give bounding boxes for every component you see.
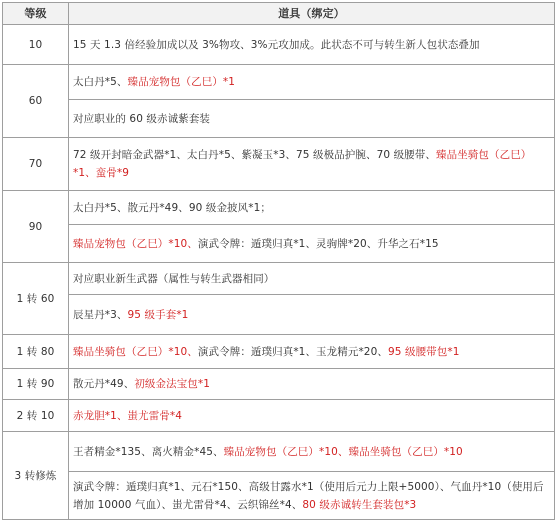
table-row xyxy=(3,432,555,472)
item-cell xyxy=(69,25,555,65)
item-cell xyxy=(69,335,555,369)
item-highlight-text: 臻品宠物包（乙巳）*1 xyxy=(127,76,236,88)
item-cell xyxy=(69,65,555,100)
item-highlight-text: 臻品坐骑包（乙巳）*1、蛮骨*9 xyxy=(73,149,532,179)
table-header-row xyxy=(3,3,555,25)
table-row xyxy=(3,225,555,263)
reward-table xyxy=(2,2,555,520)
item-cell xyxy=(69,369,555,400)
item-highlight-text: 80 级赤诚转生套装包*3 xyxy=(302,498,417,511)
item-text: 散元丹*49、 xyxy=(73,378,135,390)
item-text: 辰星丹*3、 xyxy=(73,308,128,321)
level-cell: 90 xyxy=(3,191,69,263)
level-cell: 70 xyxy=(3,138,69,191)
item-text: 太白丹*5、 xyxy=(73,76,128,88)
item-highlight-text: 臻品宠物包（乙巳）*10、臻品坐骑包（乙巳）*10 xyxy=(223,445,463,458)
table-row xyxy=(3,263,555,295)
item-highlight-text: 初级金法宝包*1 xyxy=(134,378,211,390)
table-row xyxy=(3,25,555,65)
item-cell xyxy=(69,138,555,191)
header-item: 道具（绑定） xyxy=(69,3,555,25)
table-row xyxy=(3,100,555,138)
table-row xyxy=(3,335,555,369)
table-row xyxy=(3,191,555,225)
item-cell xyxy=(69,472,555,520)
table-row xyxy=(3,138,555,191)
item-text: 对应职业新生武器（属性与转生武器相同） xyxy=(73,272,275,285)
item-cell xyxy=(69,191,555,225)
item-text: 演武令牌：遁璞归真*1、玉龙精元*20、 xyxy=(197,345,388,358)
level-cell: 60 xyxy=(3,65,69,138)
item-cell xyxy=(69,225,555,263)
level-cell: 1 转 60 xyxy=(3,263,69,335)
level-cell: 1 转 90 xyxy=(3,369,69,400)
item-cell xyxy=(69,100,555,138)
level-cell: 10 xyxy=(3,25,69,65)
item-text: 太白丹*5、散元丹*49、90 级金披风*1； xyxy=(73,201,271,214)
item-highlight-text: 赤龙胆*1、蚩尤雷骨*4 xyxy=(73,409,183,422)
level-cell: 3 转修炼 xyxy=(3,432,69,520)
item-cell xyxy=(69,400,555,432)
item-text: 演武令牌：遁璞归真*1、元石*150、高级甘露水*1（使用后元力上限+5000）、气血丹*10（使用后增加 10000 气血）、蚩尤雷骨*4、云织锦丝*4、 xyxy=(73,480,544,511)
header-level: 等级 xyxy=(3,3,69,25)
level-cell: 1 转 80 xyxy=(3,335,69,369)
item-cell xyxy=(69,295,555,335)
item-text: 演武令牌：遁璞归真*1、灵驹牌*20、升华之石*15 xyxy=(197,237,439,250)
item-highlight-text: 臻品坐骑包（乙巳）*10、 xyxy=(73,345,198,358)
table-row xyxy=(3,400,555,432)
item-text: 对应职业的 60 级赤诚紫套装 xyxy=(73,112,211,125)
table-row xyxy=(3,369,555,400)
table-row xyxy=(3,65,555,100)
item-highlight-text: 95 级腰带包*1 xyxy=(387,345,460,358)
item-text: 王者精金*135、离火精金*45、 xyxy=(73,445,224,458)
item-text: 72 级开封暗金武器*1、太白丹*5、紫凝玉*3、75 级极品护腕、70 级腰带、 xyxy=(73,149,436,161)
item-highlight-text: 臻品宠物包（乙巳）*10、 xyxy=(73,237,198,250)
item-text: 15 天 1.3 倍经验加成以及 3%物攻、3%元攻加成。此状态不可与转生新人包状态叠加 xyxy=(73,38,480,51)
table-row xyxy=(3,295,555,335)
table-row xyxy=(3,472,555,520)
item-highlight-text: 95 级手套*1 xyxy=(127,308,189,321)
level-cell: 2 转 10 xyxy=(3,400,69,432)
item-cell xyxy=(69,263,555,295)
item-cell xyxy=(69,432,555,472)
